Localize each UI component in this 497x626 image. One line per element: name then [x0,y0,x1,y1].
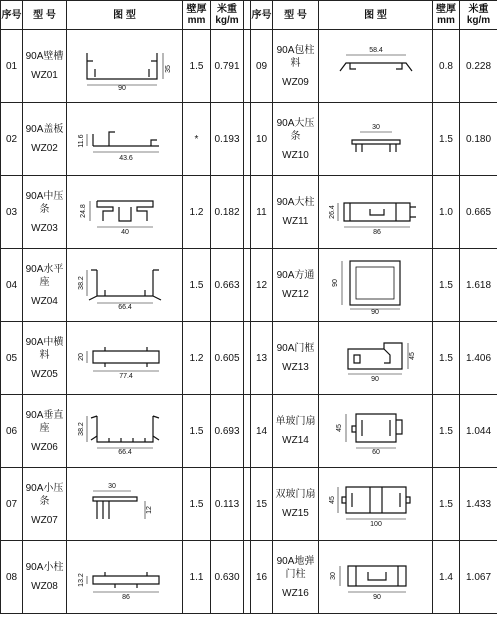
middle-bead-profile-drawing [75,187,175,237]
profile-drawing [319,395,433,468]
model-name: 90A壁槽 [25,51,64,62]
dim-height: 12 [145,506,153,514]
row-model [23,395,67,468]
table-row [1,322,497,395]
model-name: 90A水平座 [25,263,64,288]
row-thickness: 1.1 [183,541,211,614]
model-code: WZ13 [282,362,309,373]
model-name: 90A包柱料 [276,44,315,69]
dim-height: 11.6 [77,134,85,148]
model-code: WZ14 [282,435,309,446]
header-figure: 图 型 [67,1,183,30]
row-thickness: 1.5 [183,30,211,103]
row-seq: 14 [251,395,273,468]
row-model [273,541,319,614]
dim-width: 86 [372,229,381,236]
square-tube-profile-drawing [326,255,426,315]
model-name: 90A中压条 [25,190,64,215]
dim-height: 26.4 [328,205,336,219]
row-thickness: 1.5 [183,468,211,541]
profile-drawing [67,249,183,322]
row-seq: 04 [1,249,23,322]
table-row [1,541,497,614]
row-weight: 1.044 [460,395,497,468]
middle-transom-profile-drawing [75,333,175,383]
dim-width: 90 [370,376,379,383]
row-model [273,468,319,541]
dim-width: 66.4 [117,304,132,310]
column-gap [244,176,251,249]
dim-width: 90 [370,309,379,315]
table-row [1,395,497,468]
dim-width: 77.4 [118,373,133,380]
row-weight: 1.618 [460,249,497,322]
model-code: WZ01 [31,70,58,81]
model-code: WZ04 [31,295,58,307]
model-name: 90A小柱 [25,562,64,573]
row-seq: 16 [251,541,273,614]
column-gap [244,249,251,322]
row-weight: 0.665 [460,176,497,249]
vertical-seat-profile-drawing [75,406,175,456]
row-seq: 08 [1,541,23,614]
profile-drawing [67,395,183,468]
double-glazed-door-leaf-profile-drawing [326,479,426,529]
row-weight: 0.228 [460,30,497,103]
row-thickness: 1.2 [183,176,211,249]
header-weight: 米重 kg/m [211,1,244,30]
model-code: WZ08 [31,581,58,592]
row-seq: 03 [1,176,23,249]
single-glazed-door-leaf-profile-drawing [326,406,426,456]
channel-profile-drawing [75,41,175,91]
row-model [23,176,67,249]
model-code: WZ16 [282,587,309,599]
row-model [23,249,67,322]
model-name: 90A垂直座 [25,409,64,434]
model-code: WZ07 [31,514,58,526]
model-name: 90A大柱 [276,197,315,208]
column-gap [244,395,251,468]
row-thickness: 1.5 [433,395,460,468]
row-model [23,322,67,395]
row-model [273,176,319,249]
profile-drawing [319,541,433,614]
row-weight: 0.605 [211,322,244,395]
header-thickness: 壁厚 mm [433,1,460,30]
column-gap [244,103,251,176]
column-gap [244,30,251,103]
dim-height: 30 [329,572,337,580]
row-thickness: 1.5 [433,103,460,176]
row-model [273,395,319,468]
profile-drawing [67,103,183,176]
row-seq: 15 [251,468,273,541]
dim-width: 30 [371,124,380,131]
header-figure: 图 型 [319,1,433,30]
small-column-profile-drawing [75,552,175,602]
row-model [23,30,67,103]
dim-height: 35 [164,65,172,73]
row-model [23,541,67,614]
model-code: WZ11 [282,216,309,227]
model-name: 90A方通 [276,270,315,281]
profile-drawing [319,103,433,176]
model-code: WZ12 [282,289,309,300]
row-seq: 12 [251,249,273,322]
header-model: 型 号 [23,1,67,30]
row-weight: 0.182 [211,176,244,249]
model-code: WZ06 [31,441,58,453]
model-name: 90A大压条 [276,117,315,142]
profile-drawing [319,30,433,103]
row-model [273,103,319,176]
row-weight: 1.067 [460,541,497,614]
model-name: 90A中横料 [25,336,64,361]
row-weight: 0.663 [211,249,244,322]
row-seq: 06 [1,395,23,468]
table-row [1,176,497,249]
dim-height: 45 [408,352,416,360]
row-weight: 1.433 [460,468,497,541]
dim-width: 43.6 [118,155,133,162]
row-seq: 07 [1,468,23,541]
header-seq: 序号 [251,1,273,30]
row-model [23,468,67,541]
row-weight: 1.406 [460,322,497,395]
dim-width: 100 [369,521,382,528]
row-model [23,103,67,176]
row-weight: 0.193 [211,103,244,176]
dim-width: 30 [107,483,116,490]
dim-height: 20 [77,353,85,361]
row-seq: 02 [1,103,23,176]
dim-width: 58.4 [368,47,383,54]
row-seq: 10 [251,103,273,176]
column-gap [244,322,251,395]
profile-drawing [67,322,183,395]
row-thickness: 1.5 [183,395,211,468]
model-name: 90A地弹门柱 [276,555,315,580]
profile-drawing [67,176,183,249]
table-row [1,30,497,103]
dim-height: 45 [335,424,343,432]
dim-height: 90 [331,279,339,287]
header-row [1,1,497,30]
model-code: WZ09 [282,76,309,88]
table-row [1,468,497,541]
dim-height: 45 [328,496,336,504]
profile-drawing [67,30,183,103]
row-thickness: 1.5 [433,322,460,395]
profile-drawing [67,541,183,614]
model-code: WZ02 [31,143,58,154]
horizontal-seat-profile-drawing [75,260,175,310]
model-code: WZ10 [282,149,309,161]
row-model [273,322,319,395]
profile-drawing [319,249,433,322]
header-thickness: 壁厚 mm [183,1,211,30]
door-frame-profile-drawing [326,333,426,383]
column-gap [244,541,251,614]
model-code: WZ03 [31,222,58,234]
large-bead-profile-drawing [326,114,426,164]
column-gap [244,1,251,30]
dim-width: 60 [371,449,380,456]
dim-height: 38.2 [77,276,85,290]
model-name: 单玻门扇 [275,416,316,427]
row-model [273,30,319,103]
row-weight: 0.180 [460,103,497,176]
row-weight: 0.113 [211,468,244,541]
model-code: WZ05 [31,368,58,380]
model-name: 90A小压条 [25,482,64,507]
small-bead-profile-drawing [75,479,175,529]
header-seq: 序号 [1,1,23,30]
large-column-profile-drawing [326,187,426,237]
table-row [1,103,497,176]
row-weight: 0.630 [211,541,244,614]
floor-spring-door-post-profile-drawing [326,552,426,602]
column-gap [244,468,251,541]
table-row [1,249,497,322]
row-weight: 0.693 [211,395,244,468]
row-seq: 05 [1,322,23,395]
row-thickness: 1.5 [433,249,460,322]
dim-width: 40 [120,229,129,236]
row-thickness: 1.2 [183,322,211,395]
row-seq: 09 [251,30,273,103]
profile-drawing [319,322,433,395]
profile-drawing [319,176,433,249]
row-weight: 0.791 [211,30,244,103]
dim-height: 13.2 [77,573,85,587]
row-thickness: 1.5 [183,249,211,322]
dim-width: 90 [372,594,381,601]
row-model [273,249,319,322]
row-seq: 13 [251,322,273,395]
row-thickness: 1.5 [433,468,460,541]
model-name: 双玻门扇 [275,489,316,500]
row-seq: 11 [251,176,273,249]
row-thickness: 1.4 [433,541,460,614]
row-thickness: * [183,103,211,176]
model-code: WZ15 [282,508,309,519]
dim-height: 38.2 [77,422,85,436]
profile-drawing [67,468,183,541]
dim-width: 86 [121,594,130,601]
dim-height: 24.8 [79,204,87,218]
header-model: 型 号 [273,1,319,30]
profile-drawing [319,468,433,541]
row-thickness: 1.0 [433,176,460,249]
model-name: 90A门框 [276,343,315,354]
dim-width: 90 [117,85,126,91]
column-cover-profile-drawing [326,41,426,91]
cover-plate-profile-drawing [75,114,175,164]
row-thickness: 0.8 [433,30,460,103]
header-weight: 米重 kg/m [460,1,497,30]
model-name: 90A盖板 [25,124,64,135]
dim-width: 66.4 [117,449,132,456]
row-seq: 01 [1,30,23,103]
